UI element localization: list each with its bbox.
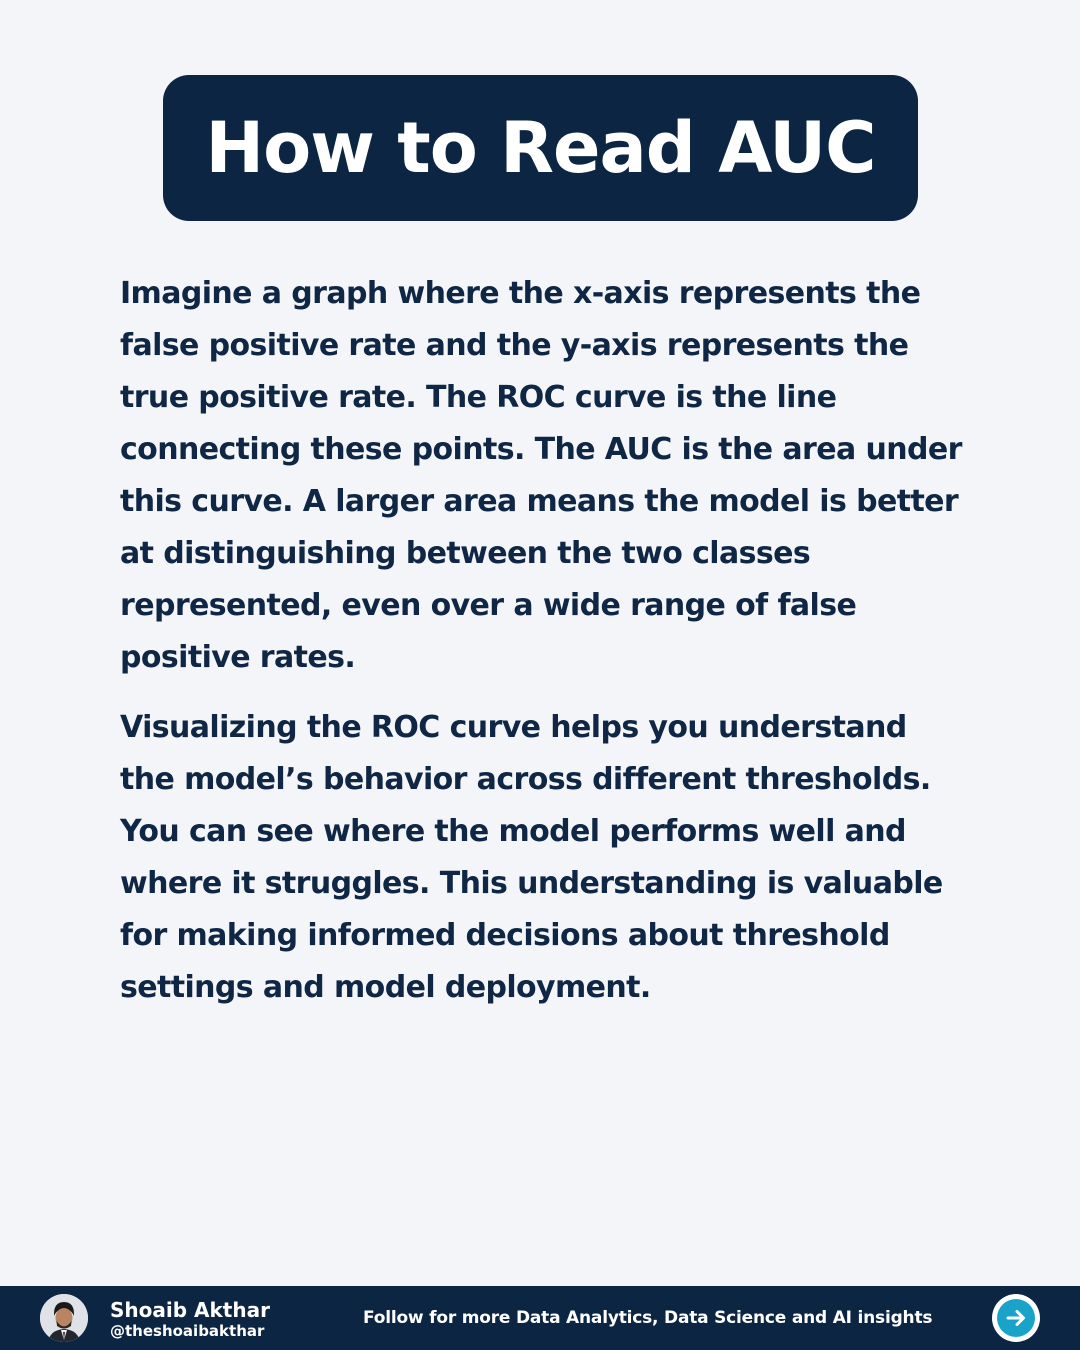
follow-cta-text: Follow for more Data Analytics, Data Science and AI insights [363, 1308, 933, 1328]
paragraph-1: Imagine a graph where the x-axis represents the false positive rate and the y-axis represents the true positive rate. The ROC curve is the line connecting these points. The AUC is the area under this curve. A larger area means the model is better at distinguishing between the two classes represented, even over a wide range of false positive rates. [120, 276, 962, 675]
title-banner [163, 75, 918, 221]
person-portrait-icon [40, 1294, 88, 1342]
next-button-circle [997, 1299, 1035, 1337]
body-content [120, 268, 970, 1032]
footer-bar [0, 1286, 1080, 1350]
page-title: How to Read AUC [205, 107, 876, 189]
avatar [40, 1294, 88, 1342]
author-name: Shoaib Akthar [110, 1298, 270, 1322]
arrow-right-icon [1003, 1305, 1029, 1331]
paragraph-2: Visualizing the ROC curve helps you understand the model’s behavior across different thresholds. You can see where the model performs well and where it struggles. This understanding is valuable for making informed decisions about threshold settings and model deployment. [120, 710, 943, 1005]
author-handle: @theshoaibakthar [110, 1322, 265, 1340]
next-button[interactable] [992, 1294, 1040, 1342]
